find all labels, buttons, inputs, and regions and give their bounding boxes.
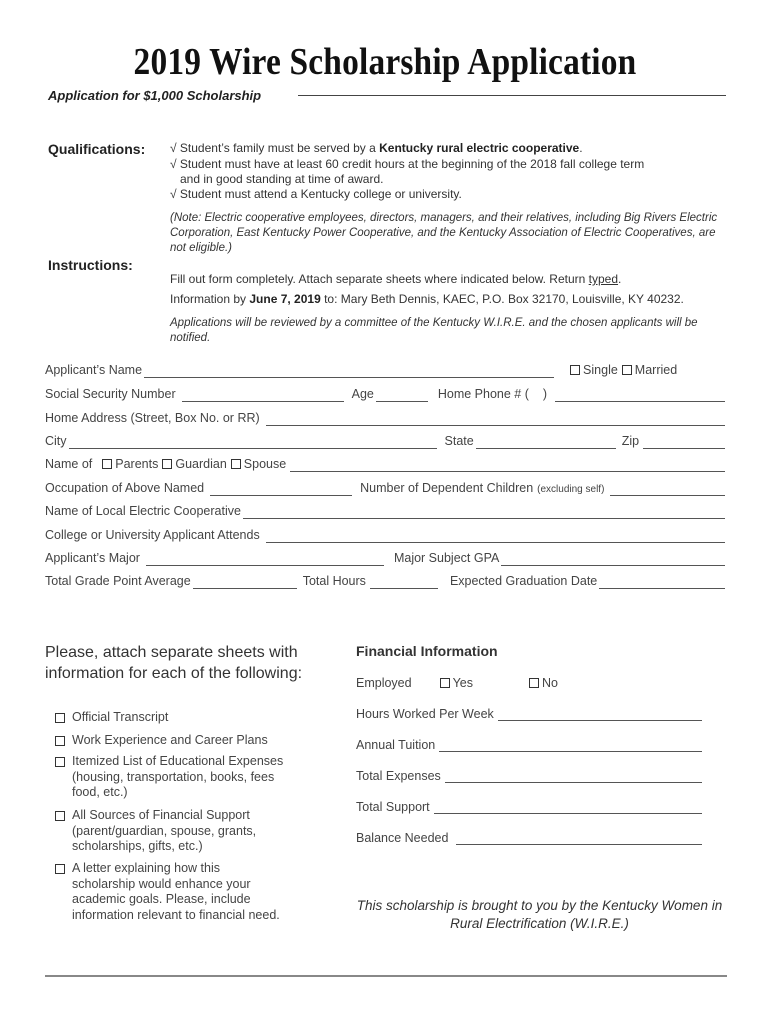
college-row bbox=[45, 525, 727, 543]
age-label: Age bbox=[351, 387, 374, 401]
attach-item-label: All Sources of Financial Support (parent/guardian, spouse, grants, scholarships, gifts, etc.) bbox=[72, 808, 257, 853]
total-support-label: Total Support bbox=[356, 800, 430, 814]
married-label: Married bbox=[634, 363, 678, 377]
cooperative-row bbox=[45, 501, 727, 519]
applicant-name-label: Applicant’s Name bbox=[45, 363, 143, 377]
review-note: Applications will be reviewed by a committee of the Kentucky W.I.R.E. and the chosen applicants will be notified. bbox=[170, 317, 698, 344]
attach-heading: Please, attach separate sheets with information for each of the following: bbox=[45, 644, 303, 682]
city-row bbox=[45, 431, 727, 449]
occupation-row bbox=[45, 478, 727, 496]
attach-item-label: Work Experience and Career Plans bbox=[72, 733, 268, 747]
attach-item[interactable] bbox=[55, 710, 315, 726]
qualification-1-end: . bbox=[579, 141, 583, 155]
hours-worked-label: Hours Worked Per Week bbox=[356, 707, 494, 721]
phone-paren: ) bbox=[542, 387, 548, 401]
no-label: No bbox=[542, 676, 558, 690]
no-option[interactable] bbox=[525, 676, 558, 690]
major-label: Applicant’s Major bbox=[45, 551, 140, 565]
applicant-name-field[interactable] bbox=[144, 365, 554, 378]
city-field[interactable] bbox=[69, 436, 437, 449]
home-address-row bbox=[45, 408, 727, 426]
occupation-label: Occupation of Above Named bbox=[45, 481, 205, 495]
major-gpa-label: Major Subject GPA bbox=[393, 551, 500, 565]
total-expenses-row bbox=[356, 769, 702, 783]
ssn-row bbox=[45, 384, 727, 402]
eligibility-note: (Note: Electric cooperative employees, directors, managers, and their relatives, including Big Rivers Electric Corporation, East Kentucky Power Cooperative, and the Kentucky Association of Electric Cooperatives, are not eligible.) bbox=[170, 212, 718, 254]
single-option[interactable] bbox=[566, 363, 618, 378]
annual-tuition-label: Annual Tuition bbox=[356, 738, 436, 752]
home-address-field[interactable] bbox=[266, 413, 725, 426]
cooperative-label: Name of Local Electric Cooperative bbox=[45, 504, 241, 518]
instructions-line-1-text: Fill out form completely. Attach separate sheets where indicated below. Return bbox=[170, 272, 589, 286]
parents-option[interactable] bbox=[98, 457, 158, 472]
graduation-field[interactable] bbox=[599, 576, 725, 589]
guardian-option[interactable] bbox=[158, 457, 226, 472]
attach-item[interactable] bbox=[55, 754, 305, 801]
applicant-name-row bbox=[45, 360, 727, 378]
college-field[interactable] bbox=[266, 530, 725, 543]
financial-heading: Financial Information bbox=[356, 643, 498, 659]
home-phone-label: Home Phone # ( bbox=[437, 387, 529, 401]
total-hours-label: Total Hours bbox=[302, 574, 366, 588]
attach-checkbox[interactable] bbox=[55, 736, 65, 746]
attach-item[interactable] bbox=[55, 808, 295, 855]
hours-worked-field[interactable] bbox=[498, 708, 702, 721]
yes-checkbox[interactable] bbox=[440, 678, 450, 688]
college-label: College or University Applicant Attends bbox=[45, 528, 260, 542]
subtitle: Application for $1,000 Scholarship bbox=[48, 88, 262, 103]
balance-needed-field[interactable] bbox=[456, 832, 702, 845]
gpa-row bbox=[45, 571, 727, 589]
name-of-label: Name of bbox=[45, 457, 93, 471]
age-field[interactable] bbox=[376, 389, 428, 402]
annual-tuition-field[interactable] bbox=[439, 739, 702, 752]
instructions-line-2-text: Information by bbox=[170, 292, 250, 306]
page-title: 2019 Wire Scholarship Application bbox=[133, 41, 637, 83]
spouse-option[interactable] bbox=[227, 457, 286, 472]
graduation-label: Expected Graduation Date bbox=[449, 574, 598, 588]
qualification-1-text: √ Student’s family must be served by a bbox=[170, 141, 380, 155]
typed-word: typed bbox=[588, 272, 619, 286]
state-label: State bbox=[444, 434, 474, 448]
guardian-label: Guardian bbox=[175, 457, 227, 471]
attach-item[interactable] bbox=[55, 733, 315, 749]
qualification-1-bold: Kentucky rural electric cooperative bbox=[379, 141, 580, 155]
employed-label: Employed bbox=[356, 676, 412, 690]
attach-checkbox[interactable] bbox=[55, 864, 65, 874]
instructions-line-2 bbox=[170, 289, 740, 309]
attach-checkbox[interactable] bbox=[55, 757, 65, 767]
total-support-field[interactable] bbox=[434, 801, 702, 814]
qualification-2: √ Student must have at least 60 credit hours at the beginning of the 2018 fall college term bbox=[170, 157, 645, 171]
instructions-heading: Instructions: bbox=[48, 257, 133, 273]
total-support-row bbox=[356, 800, 702, 814]
single-checkbox[interactable] bbox=[570, 365, 580, 375]
ssn-field[interactable] bbox=[182, 389, 344, 402]
home-address-label: Home Address (Street, Box No. or RR) bbox=[45, 411, 260, 425]
spouse-label: Spouse bbox=[243, 457, 287, 471]
ssn-label: Social Security Number bbox=[45, 387, 176, 401]
major-field[interactable] bbox=[146, 553, 384, 566]
mailing-address: to: Mary Beth Dennis, KAEC, P.O. Box 32170, Louisville, KY 40232. bbox=[320, 292, 684, 306]
yes-option[interactable] bbox=[436, 676, 473, 690]
annual-tuition-row bbox=[356, 738, 702, 752]
attach-checkbox[interactable] bbox=[55, 811, 65, 821]
balance-needed-row bbox=[356, 831, 702, 845]
cooperative-field[interactable] bbox=[243, 506, 725, 519]
attach-item-label: Itemized List of Educational Expenses (housing, transportation, books, fees food, etc.) bbox=[72, 754, 284, 799]
yes-label: Yes bbox=[452, 676, 473, 690]
attach-item-label: Official Transcript bbox=[72, 710, 169, 724]
occupation-field[interactable] bbox=[210, 483, 352, 496]
name-of-field[interactable] bbox=[290, 459, 725, 472]
zip-label: Zip bbox=[621, 434, 640, 448]
parents-label: Parents bbox=[115, 457, 159, 471]
instructions-line-1 bbox=[170, 269, 740, 289]
closing-statement: This scholarship is brought to you by the Kentucky Women in Rural Electrification (W.I.R.E.) bbox=[356, 898, 723, 931]
total-expenses-field[interactable] bbox=[445, 770, 702, 783]
instructions-line-1-end: . bbox=[618, 272, 622, 286]
dependents-note: (excluding self) bbox=[537, 484, 605, 495]
attach-item-label: A letter explaining how this scholarship would enhance your academic goals. Please, include information relevant to financial need. bbox=[72, 861, 280, 922]
total-hours-field[interactable] bbox=[370, 576, 438, 589]
no-checkbox[interactable] bbox=[529, 678, 539, 688]
total-gpa-label: Total Grade Point Average bbox=[45, 574, 191, 588]
major-gpa-field[interactable] bbox=[501, 553, 725, 566]
total-expenses-label: Total Expenses bbox=[356, 769, 441, 783]
deadline-date: June 7, 2019 bbox=[249, 292, 321, 306]
zip-field[interactable] bbox=[643, 436, 725, 449]
name-of-row bbox=[45, 454, 727, 472]
state-field[interactable] bbox=[476, 436, 616, 449]
dependents-label: Number of Dependent Children bbox=[360, 481, 534, 495]
hours-worked-row bbox=[356, 707, 702, 721]
qualifications-heading: Qualifications: bbox=[48, 141, 146, 157]
parents-checkbox[interactable] bbox=[102, 459, 112, 469]
spouse-checkbox[interactable] bbox=[231, 459, 241, 469]
qualification-1 bbox=[170, 141, 583, 156]
attach-checkbox[interactable] bbox=[55, 713, 65, 723]
single-label: Single bbox=[583, 363, 618, 377]
qualification-2-cont: and in good standing at time of award. bbox=[180, 172, 384, 186]
subtitle-rule bbox=[298, 95, 726, 96]
attach-item[interactable] bbox=[55, 861, 280, 923]
bottom-rule bbox=[45, 975, 727, 977]
married-option[interactable] bbox=[618, 363, 677, 378]
major-row bbox=[45, 548, 727, 566]
balance-needed-label: Balance Needed bbox=[356, 831, 449, 845]
employed-row bbox=[356, 676, 702, 690]
qualification-3: √ Student must attend a Kentucky college or university. bbox=[170, 187, 462, 201]
married-checkbox[interactable] bbox=[622, 365, 632, 375]
home-phone-field[interactable] bbox=[555, 389, 725, 402]
dependents-field[interactable] bbox=[610, 483, 725, 496]
city-label: City bbox=[45, 434, 67, 448]
total-gpa-field[interactable] bbox=[193, 576, 297, 589]
guardian-checkbox[interactable] bbox=[162, 459, 172, 469]
